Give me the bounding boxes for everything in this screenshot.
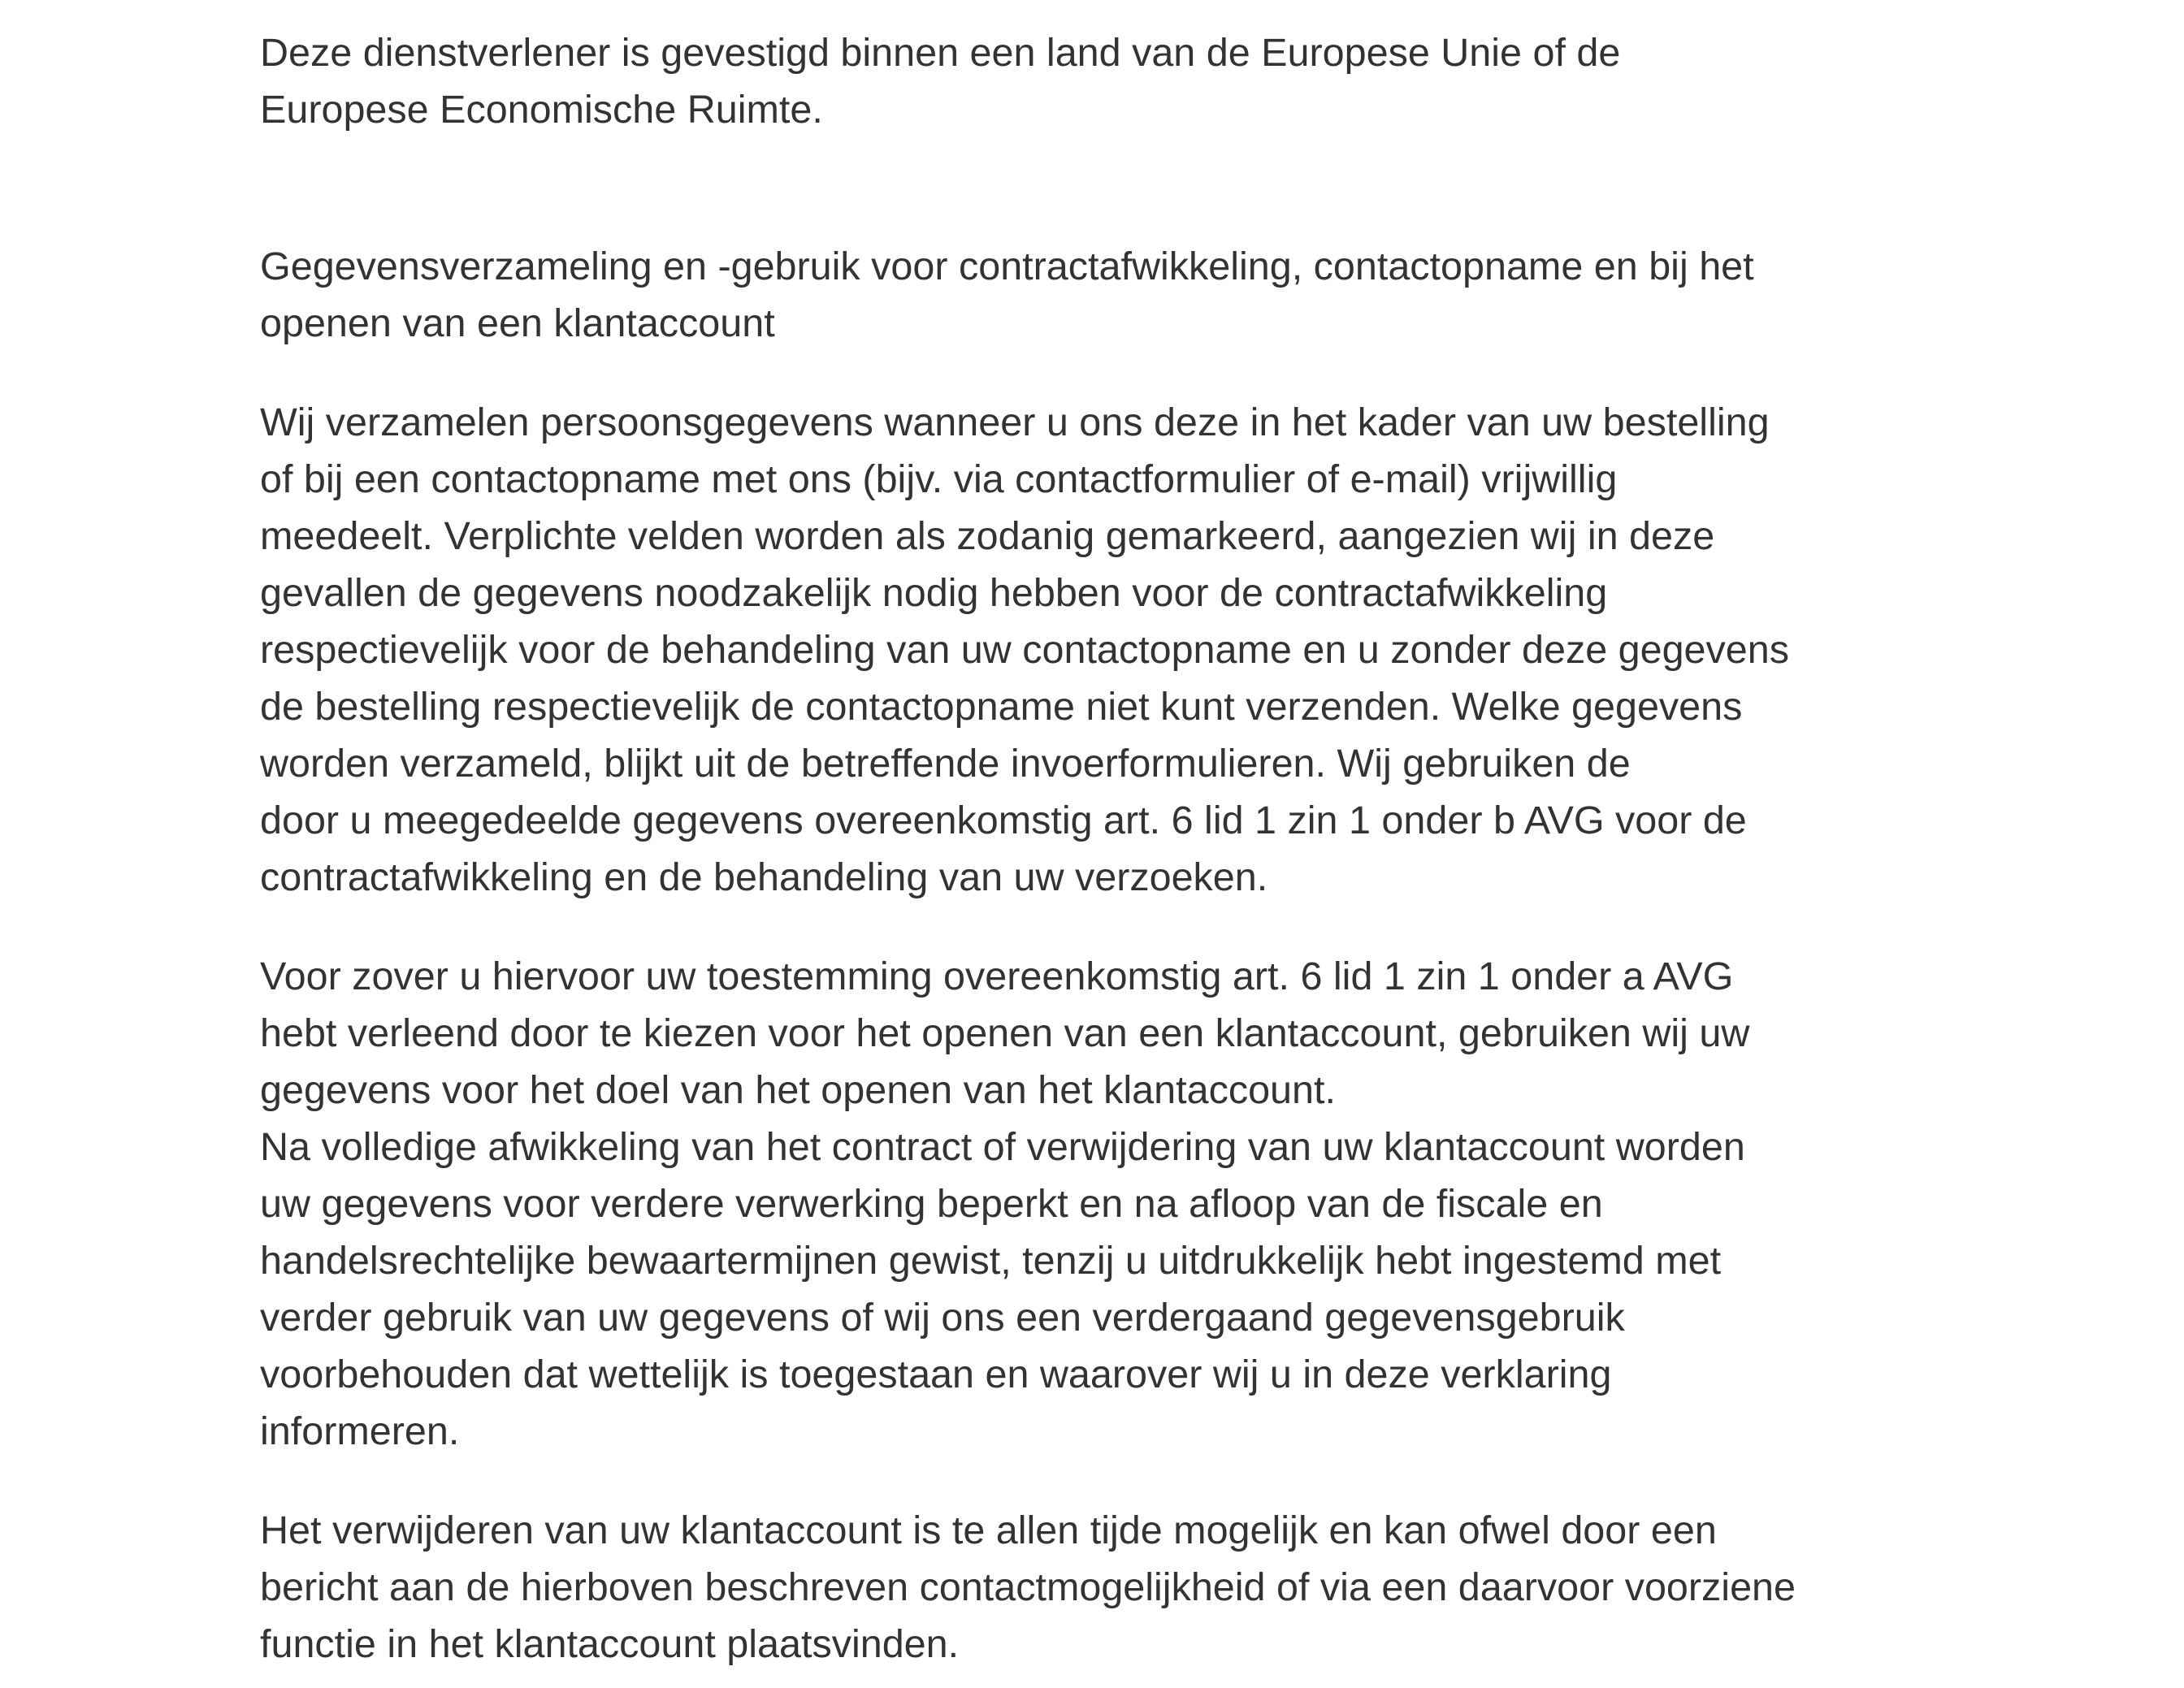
intro-paragraph: Deze dienstverlener is gevestigd binnen een land van de Europese Unie of de Europese Economische Ruimte.: [260, 31, 1621, 132]
privacy-text: [260, 24, 1982, 1673]
body-paragraph-data-collection: Wij verzamelen persoonsgegevens wanneer u ons deze in het kader van uw bestelling of bij een contactopname met ons (bijv. via contactformulier of e-mail) vrijwillig meedeelt. Verplichte velden worden als zodanig gemarkeerd, aangezien wij in deze gevallen de gegevens noodzakelijk nodig hebben voor de contractafwikkeling respectievelijk voor de behandeling van uw contactopname en u zonder deze gegevens de bestelling respectievelijk de contactopname niet kunt verzenden. Welke gegevens worden verzameld, blijkt uit de betreffende invoerformulieren. Wij gebruiken de door u meegedeelde gegevens overeenkomstig art. 6 lid 1 zin 1 onder b AVG voor de contractafwikkeling en de behandeling van uw verzoeken.: [260, 400, 1789, 899]
section-heading: Gegevensverzameling en -gebruik voor contractafwikkeling, contactopname en bij het openen van een klantaccount: [260, 245, 1754, 345]
body-paragraph-customer-account: Voor zover u hiervoor uw toestemming overeenkomstig art. 6 lid 1 zin 1 onder a AVG hebt verleend door te kiezen voor het openen van een klantaccount, gebruiken wij uw gegevens voor het doel van het openen van het klantaccount. Na volledige afwikkeling van het contract of verwijdering van uw klantaccount worden uw gegevens voor verdere verwerking beperkt en na afloop van de fiscale en handelsrechtelijke bewaartermijnen gewist, tenzij u uitdrukkelijk hebt ingestemd met verder gebruik van uw gegevens of wij ons een verdergaand gegevensgebruik voorbehouden dat wettelijk is toegestaan en waarover wij u in deze verklaring informeren.: [260, 954, 1750, 1453]
body-paragraph-account-deletion: Het verwijderen van uw klantaccount is te allen tijde mogelijk en kan ofwel door een bericht aan de hierboven beschreven contactmogelijkheid of via een daarvoor voorziene functie in het klantaccount plaatsvinden.: [260, 1508, 1796, 1666]
